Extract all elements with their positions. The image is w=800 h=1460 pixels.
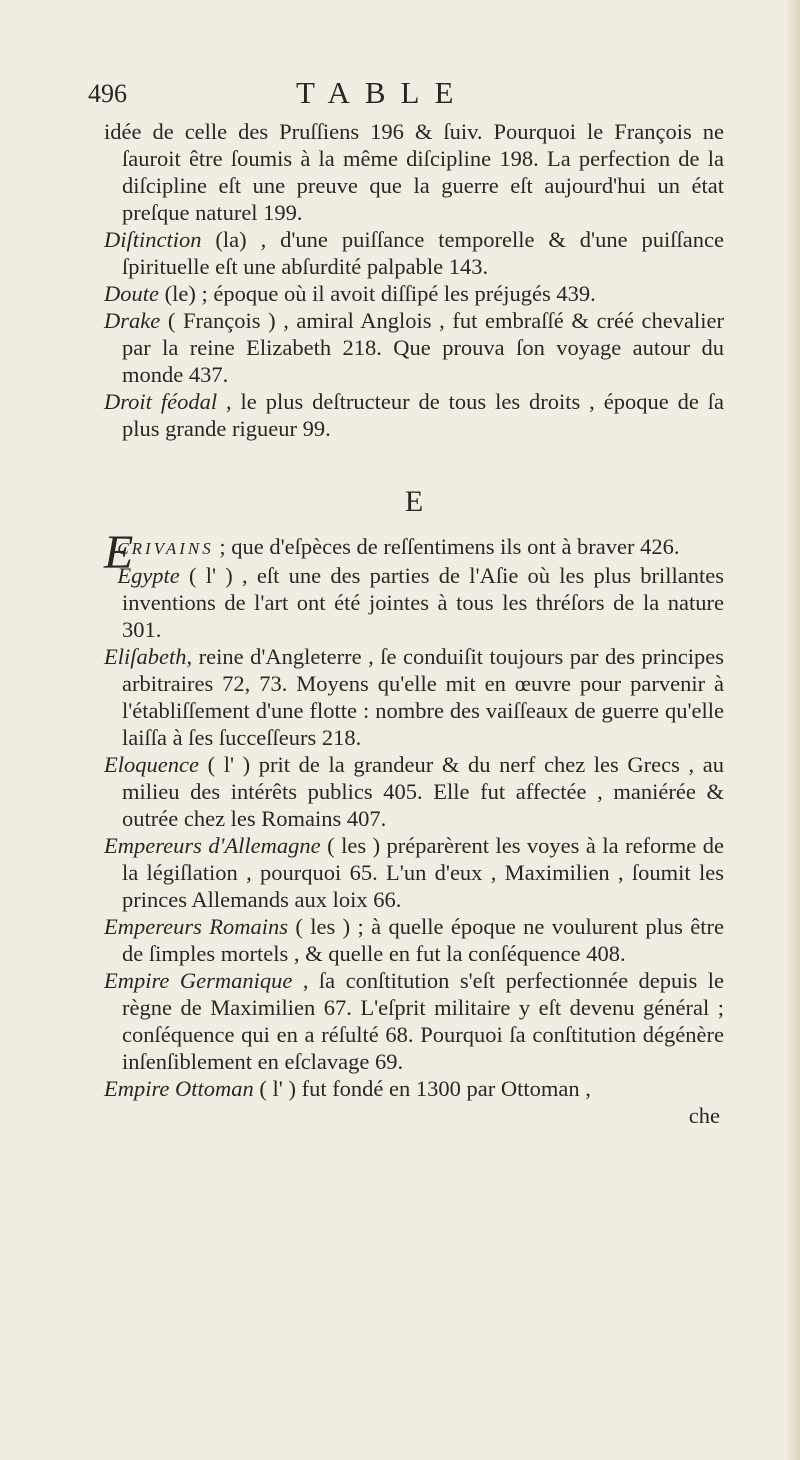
entry-head: Eliſabeth bbox=[104, 644, 187, 669]
entry-head: Eloquence bbox=[104, 752, 199, 777]
entry-head: Droit féodal bbox=[104, 389, 218, 414]
page-edge bbox=[786, 0, 800, 1460]
running-title: TABLE bbox=[296, 75, 469, 110]
section-letter: E bbox=[404, 485, 424, 518]
entry-text: , le plus deſtructeur de tous les droits , époque de ſa plus grande rigueur 99. bbox=[122, 389, 724, 441]
entry-head: Empereurs Romains bbox=[104, 914, 289, 939]
entry-head: Empereurs d'Allemagne bbox=[104, 833, 321, 858]
entry-text: ( l' ) , eſt une des parties de l'Aſie où les plus brillantes inventions de l'art ont été jointes à tous les thréſors de la nature 301. bbox=[122, 563, 724, 642]
index-entry bbox=[104, 1075, 724, 1102]
index-entry bbox=[104, 562, 724, 643]
entry-text: ( l' ) prit de la grandeur & du nerf chez les Grecs , au milieu des intérêts publics 405. Elle fut affectée , maniérée & outrée chez les Romains 407. bbox=[122, 752, 724, 831]
index-entry bbox=[104, 643, 724, 751]
index-entry bbox=[104, 913, 724, 967]
entry-head: Doute bbox=[104, 281, 159, 306]
index-entry bbox=[104, 388, 724, 442]
index-entry bbox=[104, 967, 724, 1075]
entry-head: Drake bbox=[104, 308, 161, 333]
index-entry bbox=[104, 751, 724, 832]
index-entry bbox=[104, 280, 724, 307]
catchword: che bbox=[688, 1103, 720, 1128]
index-entry bbox=[104, 832, 724, 913]
entry-head: CRIVAINS bbox=[117, 539, 214, 558]
entry-head: Empire Ottoman bbox=[104, 1076, 254, 1101]
entry-text: , ſa conſtitution s'eſt perfectionnée depuis le règne de Maximilien 67. L'eſprit militaire y eſt devenu général ; conſéquence qui en a réſulté 68. Pourquoi ſa conſtitution dégénère inſenſiblement en eſclavage 69. bbox=[122, 968, 724, 1074]
index-text bbox=[104, 118, 724, 1129]
page-header bbox=[88, 75, 728, 115]
index-entry bbox=[104, 118, 724, 226]
page-number: 496 bbox=[88, 79, 127, 108]
entry-text: idée de celle des Pruſſiens 196 & ſuiv. Pourquoi le François ne ſauroit être ſoumis à la même diſcipline 198. La perfection de la diſcipline eſt une preuve que la guerre eſt aujourd'hui un état preſque naturel 199. bbox=[104, 119, 724, 225]
entry-text: , reine d'Angleterre , ſe conduiſit toujours par des principes arbitraires 72, 73. Moyens qu'elle mit en œuvre pour parvenir à l'établiſſement d'une flotte : nombre des vaiſſeaux de guerre qu'elle laiſſa à ſes ſucceſſeurs 218. bbox=[122, 644, 724, 750]
index-entry bbox=[104, 307, 724, 388]
entry-text: ; que d'eſpèces de reſſentimens ils ont à braver 426. bbox=[213, 534, 680, 559]
entry-text: ( l' ) fut fondé en 1300 par Ottoman , bbox=[253, 1076, 591, 1101]
drop-cap: E bbox=[104, 526, 134, 579]
entry-head: Diſtinction bbox=[104, 227, 202, 252]
entry-text: ( François ) , amiral Anglois , fut embraſſé & créé chevalier par la reine Elizabeth 218. Que prouva ſon voyage autour du monde 437. bbox=[122, 308, 724, 387]
entry-head: Egypte bbox=[117, 563, 180, 588]
entry-text: (le) ; époque où il avoit diſſipé les préjugés 439. bbox=[159, 281, 596, 306]
entry-head: Empire Germanique bbox=[104, 968, 293, 993]
entry-text: (la) , d'une puiſſance temporelle & d'une puiſſance ſpirituelle eſt une abſurdité palpable 143. bbox=[122, 227, 724, 279]
index-entry bbox=[104, 226, 724, 280]
entry-text: ( les ) préparèrent les voyes à la reforme de la légiſlation , pourquoi 65. L'un d'eux , Maximilien , ſoumit les princes Allemands aux loix 66. bbox=[122, 833, 724, 912]
entry-text: ( les ) ; à quelle époque ne voulurent plus être de ſimples mortels , & quelle en fut la conſéquence 408. bbox=[122, 914, 725, 966]
